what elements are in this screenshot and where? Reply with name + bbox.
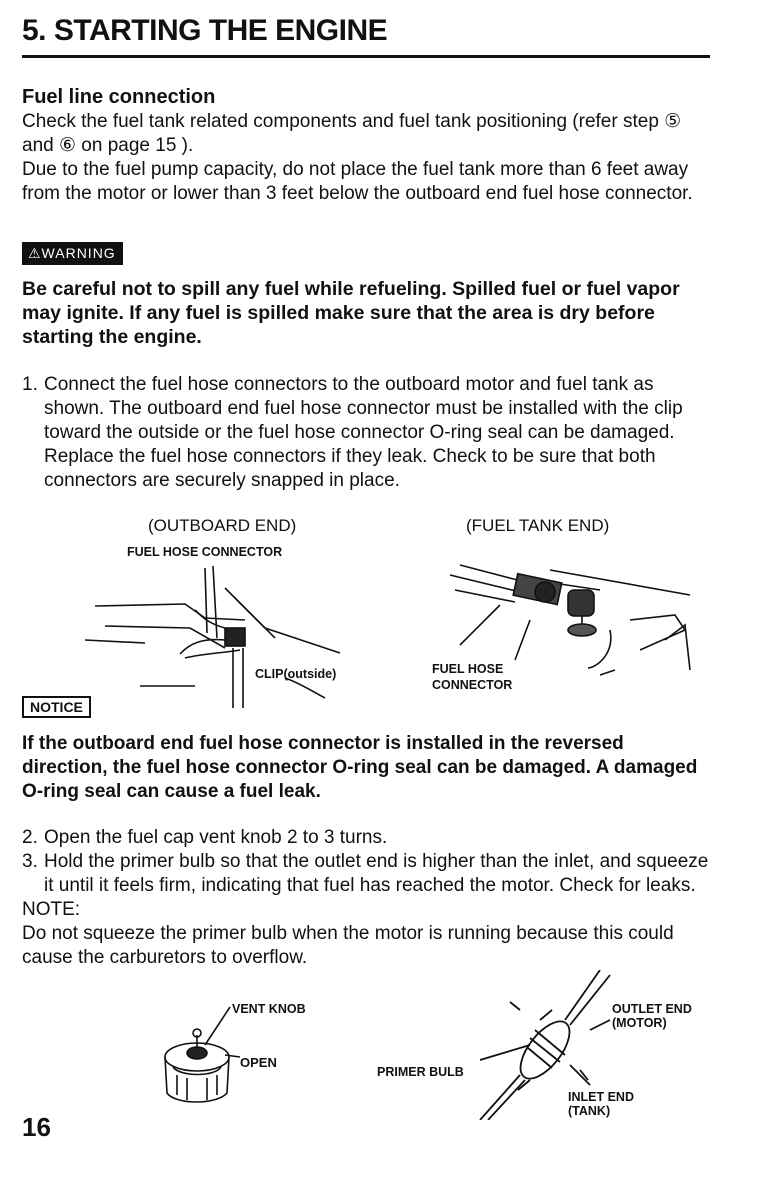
notice-text: If the outboard end fuel hose connector is installed in the reversed direction, the fuel hose connector O-ring seal can be damaged. A damaged O-ring seal can cause a fuel leak.	[22, 733, 698, 802]
step-1	[22, 373, 712, 493]
label-primer-bulb: PRIMER BULB	[377, 1065, 464, 1079]
steps-list	[22, 826, 712, 970]
label-fuel-hose-connector: FUEL HOSE CONNECTOR	[127, 545, 283, 559]
label-inlet-end: INLET END	[568, 1090, 634, 1104]
step-2	[22, 826, 712, 850]
step-1-text: Connect the fuel hose connectors to the outboard motor and fuel tank as shown. The outboard end fuel hose connector must be installed with the clip toward the outside or the fuel hose connector O-ring seal can be damaged. Replace the fuel hose connectors if they leak. Check to be sure that both connectors are securely snapped in place.	[44, 374, 683, 491]
note-label: NOTE:	[22, 899, 81, 920]
label-outlet-motor: (MOTOR)	[612, 1016, 667, 1030]
vent-knob-illustration	[155, 1005, 245, 1115]
note-text: Do not squeeze the primer bulb when the motor is running because this could cause the carburetors to overflow.	[22, 923, 674, 968]
step-2-number: 2.	[22, 827, 38, 848]
figure-caption-tank: (FUEL TANK END)	[466, 516, 610, 535]
label-outlet-end: OUTLET END	[612, 1002, 692, 1016]
figure-caption-outboard: (OUTBOARD END)	[148, 516, 297, 535]
notice-badge: NOTICE	[22, 696, 91, 718]
label-clip: CLIP(outside)	[255, 667, 337, 681]
fuel-line-para-2: Due to the fuel pump capacity, do not place the fuel tank more than 6 feet away from the motor or lower than 3 feet below the outboard end fuel hose connector.	[22, 159, 693, 204]
fuel-line-paragraphs	[22, 110, 712, 206]
page-number: 16	[22, 1112, 51, 1142]
label-fuel-hose: FUEL HOSE	[432, 662, 504, 676]
section-subtitle: Fuel line connection	[22, 86, 216, 108]
step-3	[22, 850, 712, 898]
fuel-line-para-1: Check the fuel tank related components and fuel tank positioning (refer step ⑤ and ⑥ on page 15 ).	[22, 111, 682, 156]
label-connector: CONNECTOR	[432, 678, 513, 692]
title-divider	[22, 55, 710, 58]
step-1-number: 1.	[22, 374, 38, 395]
step-3-text: Hold the primer bulb so that the outlet end is higher than the inlet, and squeeze it until it feels firm, indicating that fuel has reached the motor. Check for leaks.	[44, 851, 709, 896]
outboard-end-illustration	[85, 558, 345, 708]
warning-badge: ⚠WARNING	[22, 242, 123, 265]
label-open: OPEN	[240, 1055, 277, 1070]
primer-bulb-illustration	[470, 970, 620, 1120]
page-title: 5. STARTING THE ENGINE	[22, 14, 388, 47]
step-2-text: Open the fuel cap vent knob 2 to 3 turns.	[44, 827, 388, 848]
step-3-number: 3.	[22, 851, 38, 872]
fuel-tank-end-illustration	[440, 560, 710, 685]
label-inlet-tank: (TANK)	[568, 1104, 611, 1118]
label-vent-knob: VENT KNOB	[232, 1002, 306, 1016]
warning-text: Be careful not to spill any fuel while refueling. Spilled fuel or fuel vapor may ignite. If any fuel is spilled make sure that the area is dry before starting the engine.	[22, 278, 680, 348]
